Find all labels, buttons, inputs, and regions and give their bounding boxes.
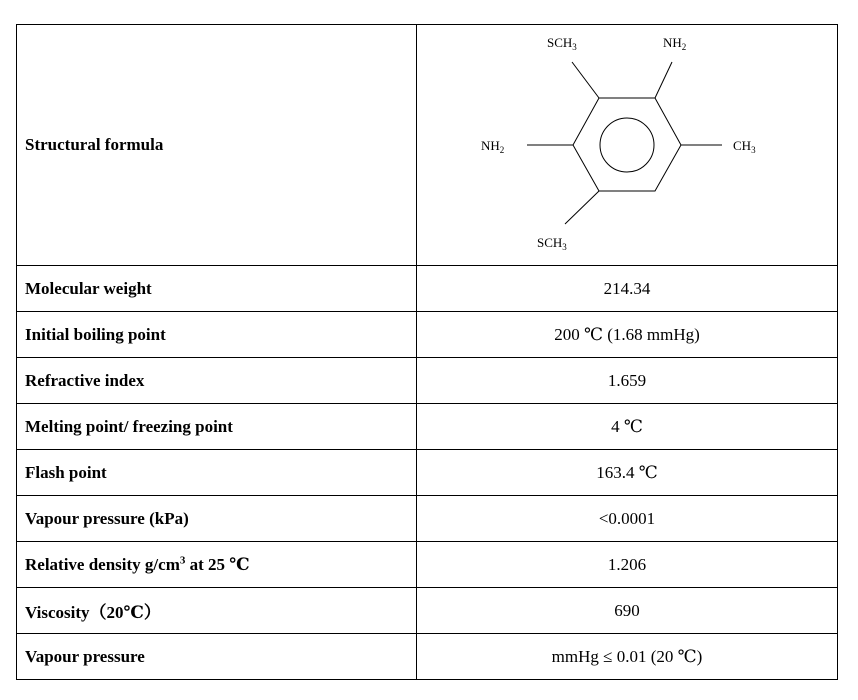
property-label: Vapour pressure [17,634,417,680]
property-value: 200 ℃ (1.68 mmHg) [417,312,838,358]
property-value: 163.4 ℃ [417,450,838,496]
structural-formula-cell [417,25,838,266]
table-row [17,404,838,450]
structural-formula-diagram [417,25,837,265]
table-row [17,588,838,634]
property-label: Refractive index [17,358,417,404]
property-label: Molecular weight [17,266,417,312]
substituent-bottom: $SCH_3$ [537,235,567,252]
property-value: 4 ℃ [417,404,838,450]
substituent-top-left: $SCH_3$ [547,35,577,52]
properties-table [16,24,838,680]
ring-hexagon [573,98,681,191]
bond-top-left [572,62,599,98]
property-value: 690 [417,588,838,634]
property-value: 1.659 [417,358,838,404]
bond-top-right [655,62,672,98]
property-label: Viscosity（20℃） [17,588,417,634]
property-label [17,542,417,588]
table-row [17,542,838,588]
structural-formula-label: Structural formula [17,25,417,266]
table-row [17,634,838,680]
property-value: 214.34 [417,266,838,312]
aromatic-circle [600,118,654,172]
property-label: Initial boiling point [17,312,417,358]
property-label: Melting point/ freezing point [17,404,417,450]
table-row [17,450,838,496]
property-label-suffix: at 25 ℃ [185,554,250,574]
table-row [17,266,838,312]
property-value: 1.206 [417,542,838,588]
substituent-top-right: $NH_2$ [663,35,687,52]
property-label: Flash point [17,450,417,496]
bond-bottom [565,191,599,224]
property-label-superscript: 3 [179,553,186,566]
table-row [17,358,838,404]
substituent-left: $NH_2$ [481,138,505,155]
benzene-ring [527,62,722,224]
table-row [17,496,838,542]
property-label-text: Relative density g/cm [25,554,180,574]
substituent-right: $CH_3$ [733,138,756,155]
table-row [17,312,838,358]
property-label: Vapour pressure (kPa) [17,496,417,542]
property-value: <0.0001 [417,496,838,542]
property-value: mmHg ≤ 0.01 (20 ℃) [417,634,838,680]
table-row [17,25,838,266]
